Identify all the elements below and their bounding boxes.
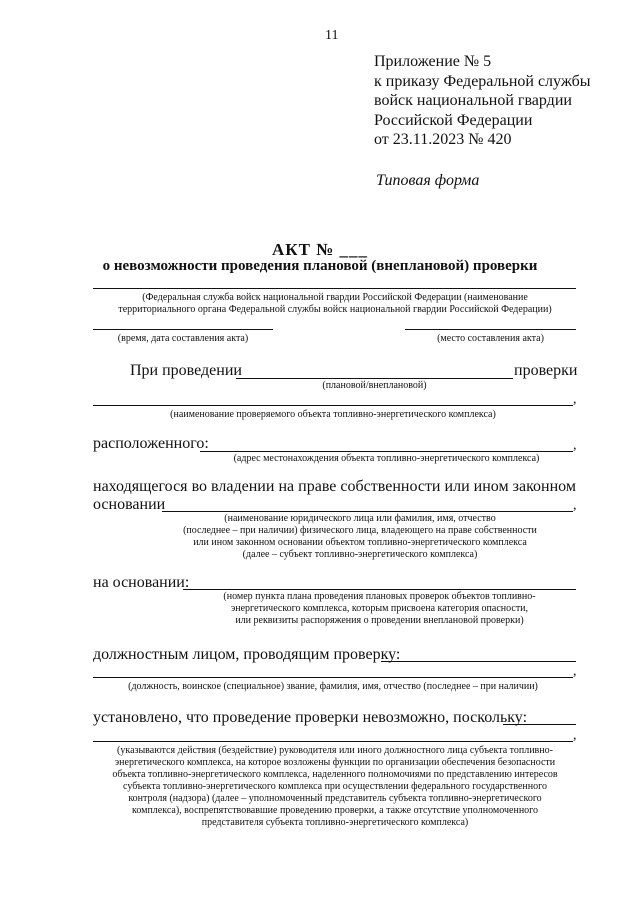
appendix-line-5: от 23.11.2023 № 420 <box>374 131 512 148</box>
object-comma: , <box>573 392 577 407</box>
basis-caption-1: (номер пункта плана проведения плановых проверок объектов топливно- <box>223 591 536 602</box>
act-title: АКТ № ___ <box>271 240 369 259</box>
reason-label: установлено, что проведение проверки невозможно, поскольку: <box>93 709 528 726</box>
when-label: При проведении <box>130 362 242 379</box>
org-caption-1: (Федеральная служба войск национальной гвардии Российской Федерации (наименование <box>142 292 528 303</box>
appendix-line-2: к приказу Федеральной службы <box>374 72 591 90</box>
basis-caption-3: или реквизиты распоряжения о проведении внеплановой проверки) <box>235 615 524 626</box>
when-suffix: проверки <box>514 362 578 379</box>
owner-label: основании <box>93 496 166 513</box>
reason-caption-6: комплекса), воспрепятствовавшие проведению проверки, а также отсутствие уполномоченного <box>131 805 539 816</box>
appendix-line-3: войск национальной гвардии <box>374 92 572 109</box>
owner-caption-3: или ином законном основании объектом топливно-энергетического комплекса <box>193 537 527 548</box>
reason-caption-5: контроля (надзора) (далее – уполномоченный представитель субъекта топливно-энергетического <box>128 793 542 804</box>
reason-caption-3: объекта топливно-энергетического комплекса, наделенного полномочиями по представлению интересов <box>112 769 558 780</box>
location-caption: (адрес местонахождения объекта топливно-энергетического комплекса) <box>233 453 540 464</box>
appendix-line-4: Российской Федерации <box>374 111 533 129</box>
reason-caption-2: энергетического комплекса, на которое возложены функции по организации обеспечения безопасности <box>114 757 556 768</box>
location-field-line <box>200 451 573 452</box>
reason-field-line-1 <box>503 724 576 725</box>
official-field-line-2 <box>93 677 573 678</box>
location-label: расположенного: <box>93 435 209 452</box>
place-caption: (место составления акта) <box>437 333 544 344</box>
act-subtitle: о невозможности проведения плановой (внеплановой) проверки <box>102 258 538 274</box>
reason-comma: , <box>573 728 577 743</box>
form-type: Типовая форма <box>376 172 480 189</box>
official-label: должностным лицом, проводящим проверку: <box>93 646 401 663</box>
org-field-line <box>93 288 576 289</box>
official-field-line-1 <box>381 661 576 662</box>
owner-caption-2: (последнее – при наличии) физического лица, владеющего на праве собственности <box>183 525 537 536</box>
page-number: 11 <box>325 28 339 43</box>
official-comma: , <box>573 664 577 679</box>
owner-line-1: находящегося во владении на праве собственности или ином законном <box>93 478 576 495</box>
reason-caption-7: представителя субъекта топливно-энергетического комплекса) <box>201 817 469 828</box>
owner-field-line <box>162 511 573 512</box>
object-caption: (наименование проверяемого объекта топливно-энергетического комплекса) <box>170 409 496 420</box>
appendix-line-1: Приложение № 5 <box>374 53 492 70</box>
owner-comma: , <box>573 498 577 513</box>
basis-field-line <box>183 589 576 590</box>
when-field-line <box>236 378 513 379</box>
place-field-line <box>405 329 576 330</box>
object-field-line <box>93 405 573 406</box>
official-caption: (должность, воинское (специальное) звание, фамилия, имя, отчество (последнее – при наличии) <box>128 681 538 692</box>
location-comma: , <box>573 438 577 453</box>
reason-caption-1: (указываются действия (бездействие) руководителя или иного должностного лица субъекта топливно- <box>117 745 553 756</box>
org-caption-2: территориального органа Федеральной службы войск национальной гвардии Российской Федерации) <box>118 304 552 315</box>
basis-label: на основании: <box>93 574 190 591</box>
basis-caption-2: энергетического комплекса, которым присвоена категория опасности, <box>230 603 529 614</box>
time-field-line <box>93 329 273 330</box>
reason-caption-4: субъекта топливно-энергетического комплекса при осуществлении федерального государственного <box>123 781 547 792</box>
time-caption: (время, дата составления акта) <box>117 333 249 344</box>
appendix-block <box>374 52 591 150</box>
owner-caption-4: (далее – субъект топливно-энергетического комплекса) <box>242 549 478 560</box>
reason-field-line-2 <box>93 741 573 742</box>
owner-caption-1: (наименование юридического лица или фамилия, имя, отчество <box>224 513 496 524</box>
when-caption: (плановой/внеплановой) <box>322 380 427 391</box>
